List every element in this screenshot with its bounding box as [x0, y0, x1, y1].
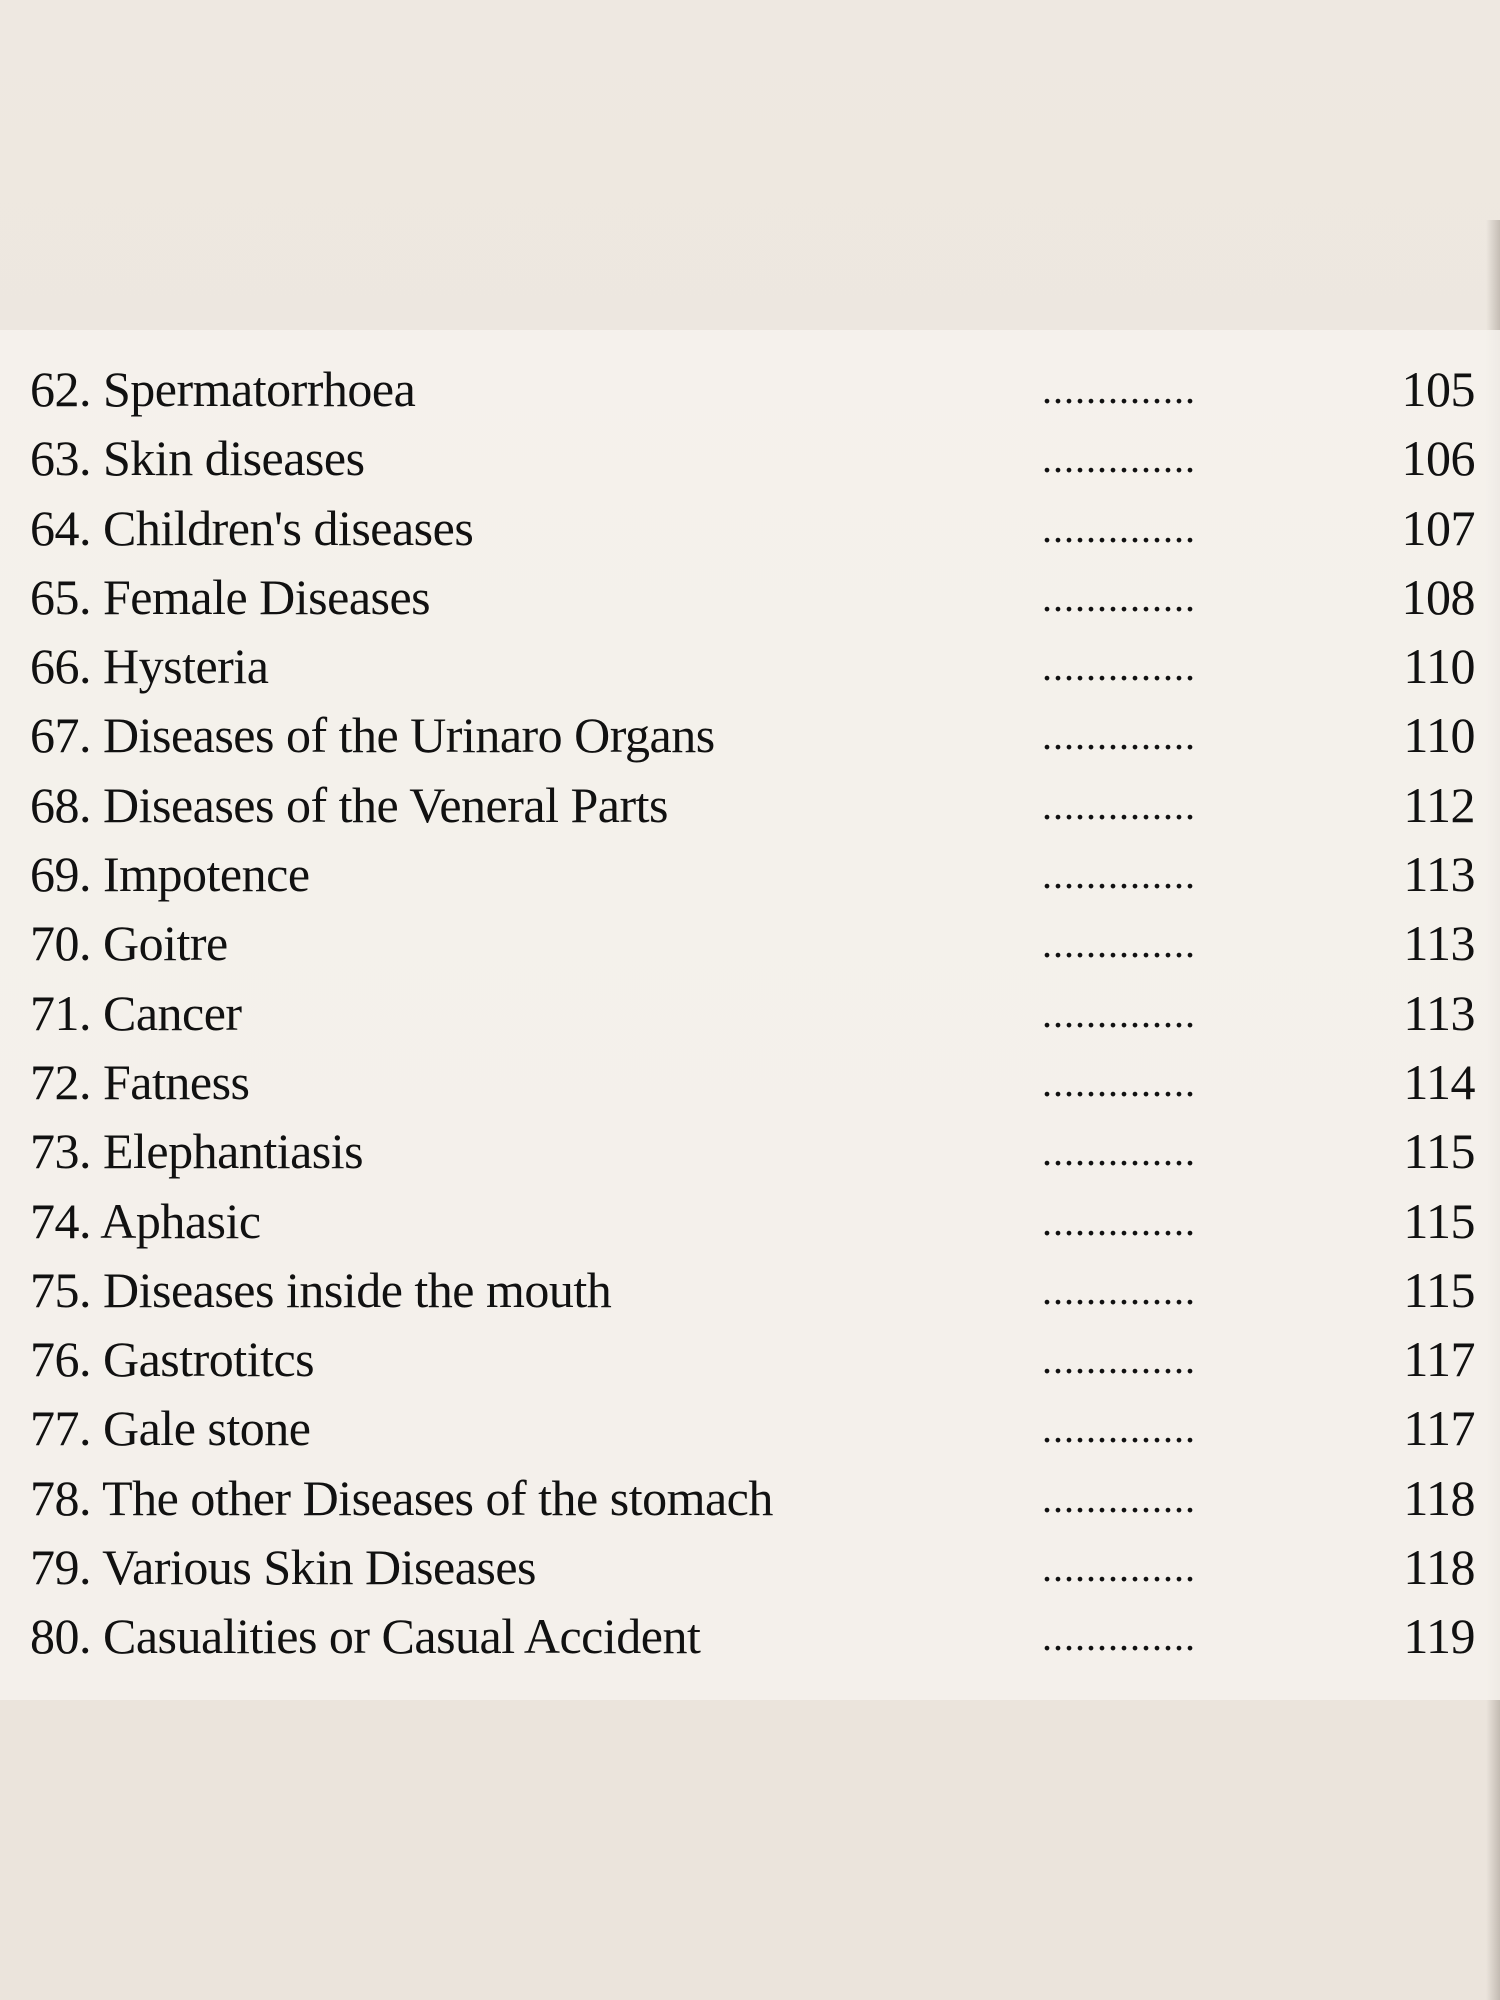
toc-entry-leader: ..............: [1042, 990, 1196, 1036]
toc-entry-page: 110: [1403, 707, 1475, 764]
toc-entry: [30, 1256, 1480, 1325]
toc-entry-title: 71. Cancer: [30, 984, 242, 1041]
toc-entry-leader: ..............: [1042, 782, 1196, 828]
toc-entry-leader: ..............: [1042, 1129, 1196, 1175]
toc-entry: [30, 1325, 1480, 1394]
table-of-contents: [30, 355, 1480, 1672]
toc-entry-title: 78. The other Diseases of the stomach: [30, 1469, 773, 1526]
toc-entry-page: 119: [1403, 1608, 1475, 1665]
toc-entry: [30, 355, 1480, 424]
toc-entry-leader: ..............: [1042, 1475, 1196, 1521]
toc-entry-leader: ..............: [1042, 574, 1196, 620]
toc-entry: [30, 1394, 1480, 1463]
toc-entry: [30, 1117, 1480, 1186]
toc-entry-title: 74. Aphasic: [30, 1192, 261, 1249]
toc-entry-title: 77. Gale stone: [30, 1400, 311, 1457]
toc-entry-leader: ..............: [1042, 852, 1196, 898]
toc-entry: [30, 563, 1480, 632]
toc-entry: [30, 1187, 1480, 1256]
toc-entry-leader: ..............: [1042, 1337, 1196, 1383]
toc-entry: [30, 494, 1480, 563]
toc-entry-page: 113: [1403, 846, 1475, 903]
toc-entry-title: 80. Casualities or Casual Accident: [30, 1608, 701, 1665]
toc-entry-title: 68. Diseases of the Veneral Parts: [30, 776, 668, 833]
toc-entry-page: 106: [1401, 430, 1475, 487]
toc-entry-leader: ..............: [1042, 1198, 1196, 1244]
toc-entry-title: 66. Hysteria: [30, 638, 269, 695]
toc-entry: [30, 1602, 1480, 1671]
toc-entry: [30, 979, 1480, 1048]
toc-entry-leader: ..............: [1042, 1267, 1196, 1313]
toc-entry-title: 70. Goitre: [30, 915, 228, 972]
toc-entry: [30, 632, 1480, 701]
toc-entry-leader: ..............: [1042, 367, 1196, 412]
toc-entry-page: 117: [1403, 1331, 1475, 1388]
toc-entry-title: 72. Fatness: [30, 1053, 250, 1110]
toc-entry-page: 113: [1403, 915, 1475, 972]
toc-entry-title: 76. Gastrotitcs: [30, 1331, 315, 1388]
toc-entry-page: 112: [1403, 776, 1475, 833]
toc-entry: [30, 909, 1480, 978]
toc-entry-page: 108: [1401, 568, 1475, 625]
toc-entry-title: 65. Female Diseases: [30, 568, 431, 625]
toc-entry-leader: ..............: [1042, 644, 1196, 690]
toc-entry-title: 69. Impotence: [30, 846, 310, 903]
toc-entry-leader: ..............: [1042, 1059, 1196, 1105]
toc-entry-title: 64. Children's diseases: [30, 499, 474, 556]
toc-entry-page: 115: [1403, 1123, 1475, 1180]
toc-entry-title: 67. Diseases of the Urinaro Organs: [30, 707, 715, 764]
toc-entry-page: 105: [1401, 361, 1475, 417]
toc-entry-leader: ..............: [1042, 436, 1196, 482]
toc-entry: [30, 1464, 1480, 1533]
toc-entry: [30, 1533, 1480, 1602]
toc-entry-page: 117: [1403, 1400, 1475, 1457]
toc-entry-leader: ..............: [1042, 1614, 1196, 1660]
toc-entry-title: 63. Skin diseases: [30, 430, 365, 487]
toc-entry: [30, 424, 1480, 493]
toc-entry-title: 62. Spermatorrhoea: [30, 361, 416, 417]
toc-entry-leader: ..............: [1042, 1545, 1196, 1591]
toc-entry-page: 115: [1403, 1261, 1475, 1318]
toc-entry: [30, 840, 1480, 909]
toc-entry-page: 118: [1403, 1469, 1475, 1526]
toc-entry-page: 115: [1403, 1192, 1475, 1249]
toc-entry-page: 110: [1403, 638, 1475, 695]
toc-entry-leader: ..............: [1042, 713, 1196, 759]
toc-entry: [30, 1048, 1480, 1117]
toc-entry-leader: ..............: [1042, 505, 1196, 551]
toc-entry-title: 73. Elephantiasis: [30, 1123, 364, 1180]
toc-entry: [30, 771, 1480, 840]
toc-entry-title: 75. Diseases inside the mouth: [30, 1261, 612, 1318]
toc-entry-title: 79. Various Skin Diseases: [30, 1539, 537, 1596]
toc-entry-leader: ..............: [1042, 1406, 1196, 1452]
toc-entry-page: 114: [1403, 1053, 1475, 1110]
toc-entry-leader: ..............: [1042, 921, 1196, 967]
toc-entry-page: 118: [1403, 1539, 1475, 1596]
toc-entry: [30, 701, 1480, 770]
toc-entry-page: 113: [1403, 984, 1475, 1041]
toc-entry-page: 107: [1401, 499, 1475, 556]
